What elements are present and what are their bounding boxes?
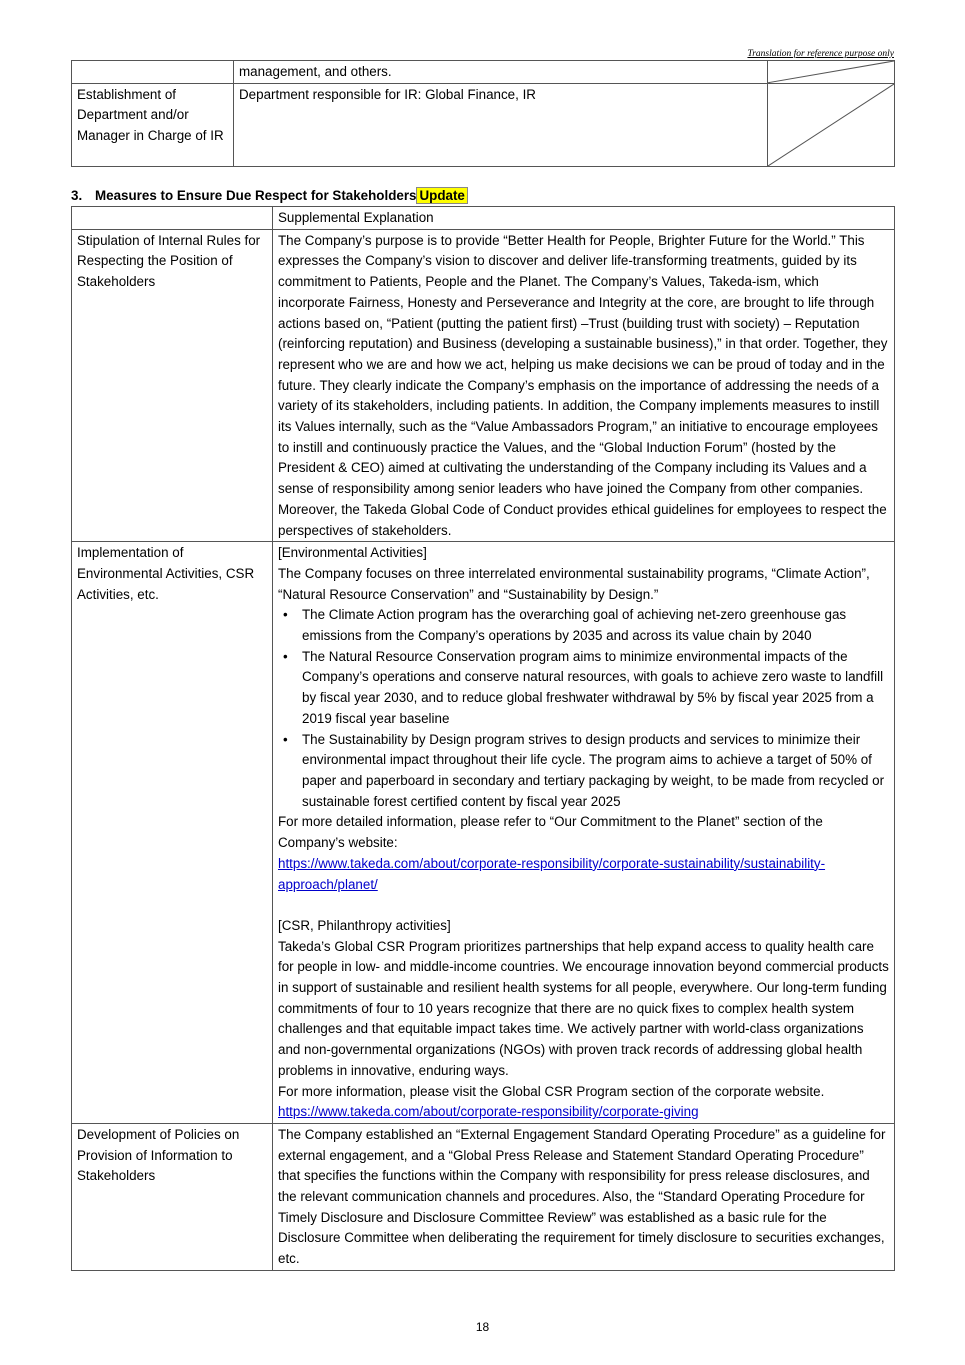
ir-row-label: Establishment of Department and/or Manager in Charge of IR <box>72 83 234 166</box>
table-row <box>72 542 895 1124</box>
translation-note: Translation for reference purpose only <box>747 49 894 59</box>
planet-link[interactable]: https://www.takeda.com/about/corporate-responsibility/corporate-sustainability/sustainability-approach/planet/ <box>278 855 826 892</box>
csr-heading: [CSR, Philanthropy activities] <box>278 917 451 933</box>
update-badge: Update <box>416 187 467 204</box>
section-title-text: Measures to Ensure Due Respect for Stakeholders <box>95 188 417 203</box>
table-cell-empty <box>72 207 273 230</box>
ir-table <box>71 60 895 167</box>
row-text: The Company established an “External Engagement Standard Operating Procedure” as a guideline for external engagement, and a “Global Press Release and Statement Standard Operating Procedure” that specifies the functions within the Company with responsibility for press release disclosures, and the relevant communication channels and procedures. Also, the “Standard Operating Procedure for Timely Disclosure and Disclosure Committee Review” was established as a basic rule for the Disclosure Committee when deliberating the requirement for timely disclosure to securities exchanges, etc. <box>273 1123 895 1270</box>
env-bullet-list <box>278 605 889 812</box>
table-cell-text: management, and others. <box>234 61 768 84</box>
section-number: 3. <box>71 188 83 203</box>
spacer <box>278 895 889 916</box>
corporate-giving-link[interactable]: https://www.takeda.com/about/corporate-responsibility/corporate-giving <box>278 1104 699 1120</box>
env-heading: [Environmental Activities] <box>278 545 427 561</box>
table-row <box>72 83 895 166</box>
table-row <box>72 229 895 542</box>
stakeholder-table <box>71 206 895 1271</box>
env-more-info: For more detailed information, please refer to “Our Commitment to the Planet” section of the Company’s website: <box>278 814 823 851</box>
csr-more-info: For more information, please visit the Global CSR Program section of the corporate website. <box>278 1083 825 1099</box>
list-item: • The Climate Action program has the overarching goal of achieving net-zero greenhouse gas emissions from the Company’s operations by 2035 and across its value chain by 2040 <box>278 605 889 646</box>
diagonal-cell <box>768 61 895 84</box>
table-row <box>72 1123 895 1270</box>
env-intro: The Company focuses on three interrelated environmental sustainability programs, “Climate Action”, “Natural Resource Conservation” and “Sustainability by Design.” <box>278 565 870 602</box>
list-item: • The Natural Resource Conservation program aims to minimize environmental impacts of the Company’s operations and conserve natural resources, with goals to achieve zero waste to landfill by fiscal year 2030, and to reduce global freshwater withdrawal by 5% by fiscal year 2025 from a 2019 fiscal year baseline <box>278 647 889 730</box>
row-text: The Company’s purpose is to provide “Better Health for People, Brighter Future for the World.” This expresses the Company’s vision to discover and deliver life-transforming treatments, guided by its commitment to Patients, People and the Planet. The Company’s Values, Takeda-ism, which incorporate Fairness, Honesty and Perseverance and Integrity at the core, are brought to life through actions based on, “Patient (putting the patient first) –Trust (building trust with society) – Reputation (reinforcing reputation) and Business (developing a sustainable business),” in that order. Together, they represent who we are and how we act, helping us make decisions we can be proud of today and in the future. They clearly indicate the Company’s emphasis on the importance of addressing the needs of a variety of its stakeholders, including patients. In addition, the Company implements measures to instill its Values internally, such as the “Value Ambassadors Program,” an initiative to encourage employees to instill and continuously practice the Values, and the “Global Induction Forum” (hosted by the President & CEO) aimed at cultivating the understanding of the Company including its Values and a sense of responsibility among senior leaders who have joined the Company from other companies. Moreover, the Takeda Global Code of Conduct provides ethical guidelines for employees to respect the perspectives of stakeholders. <box>273 229 895 542</box>
row-label: Development of Policies on Provision of Information to Stakeholders <box>72 1123 273 1270</box>
table-row <box>72 61 895 84</box>
column-header: Supplemental Explanation <box>273 207 895 230</box>
table-cell-empty <box>72 61 234 84</box>
row-label: Implementation of Environmental Activities, CSR Activities, etc. <box>72 542 273 1124</box>
section-heading <box>71 186 468 206</box>
table-header-row <box>72 207 895 230</box>
row-content <box>273 542 895 1124</box>
csr-text: Takeda’s Global CSR Program prioritizes partnerships that help expand access to quality health care for people in low- and middle-income countries. We encourage innovation beyond commercial products in support of sustainable and resilient health systems for all people, everywhere. Our long-term funding commitments of four to 10 years recognize that there are no quick fixes to complex health system challenges and that equitable impact takes time. We actively partner with world-class organizations and non-governmental organizations (NGOs) with proven track records of addressing global health problems in innovative, enduring ways. <box>278 938 889 1078</box>
page-number: 18 <box>475 1320 490 1334</box>
list-item: • The Sustainability by Design program strives to design products and services to minimize their environmental impact throughout their life cycle. The program aims to achieve a target of 50% of paper and paperboard in secondary and tertiary packaging by weight, to be made from recycled or sustainable forest certified content by fiscal year 2025 <box>278 730 889 813</box>
diagonal-cell <box>768 83 895 166</box>
row-label: Stipulation of Internal Rules for Respecting the Position of Stakeholders <box>72 229 273 542</box>
ir-row-text: Department responsible for IR: Global Finance, IR <box>234 83 768 166</box>
